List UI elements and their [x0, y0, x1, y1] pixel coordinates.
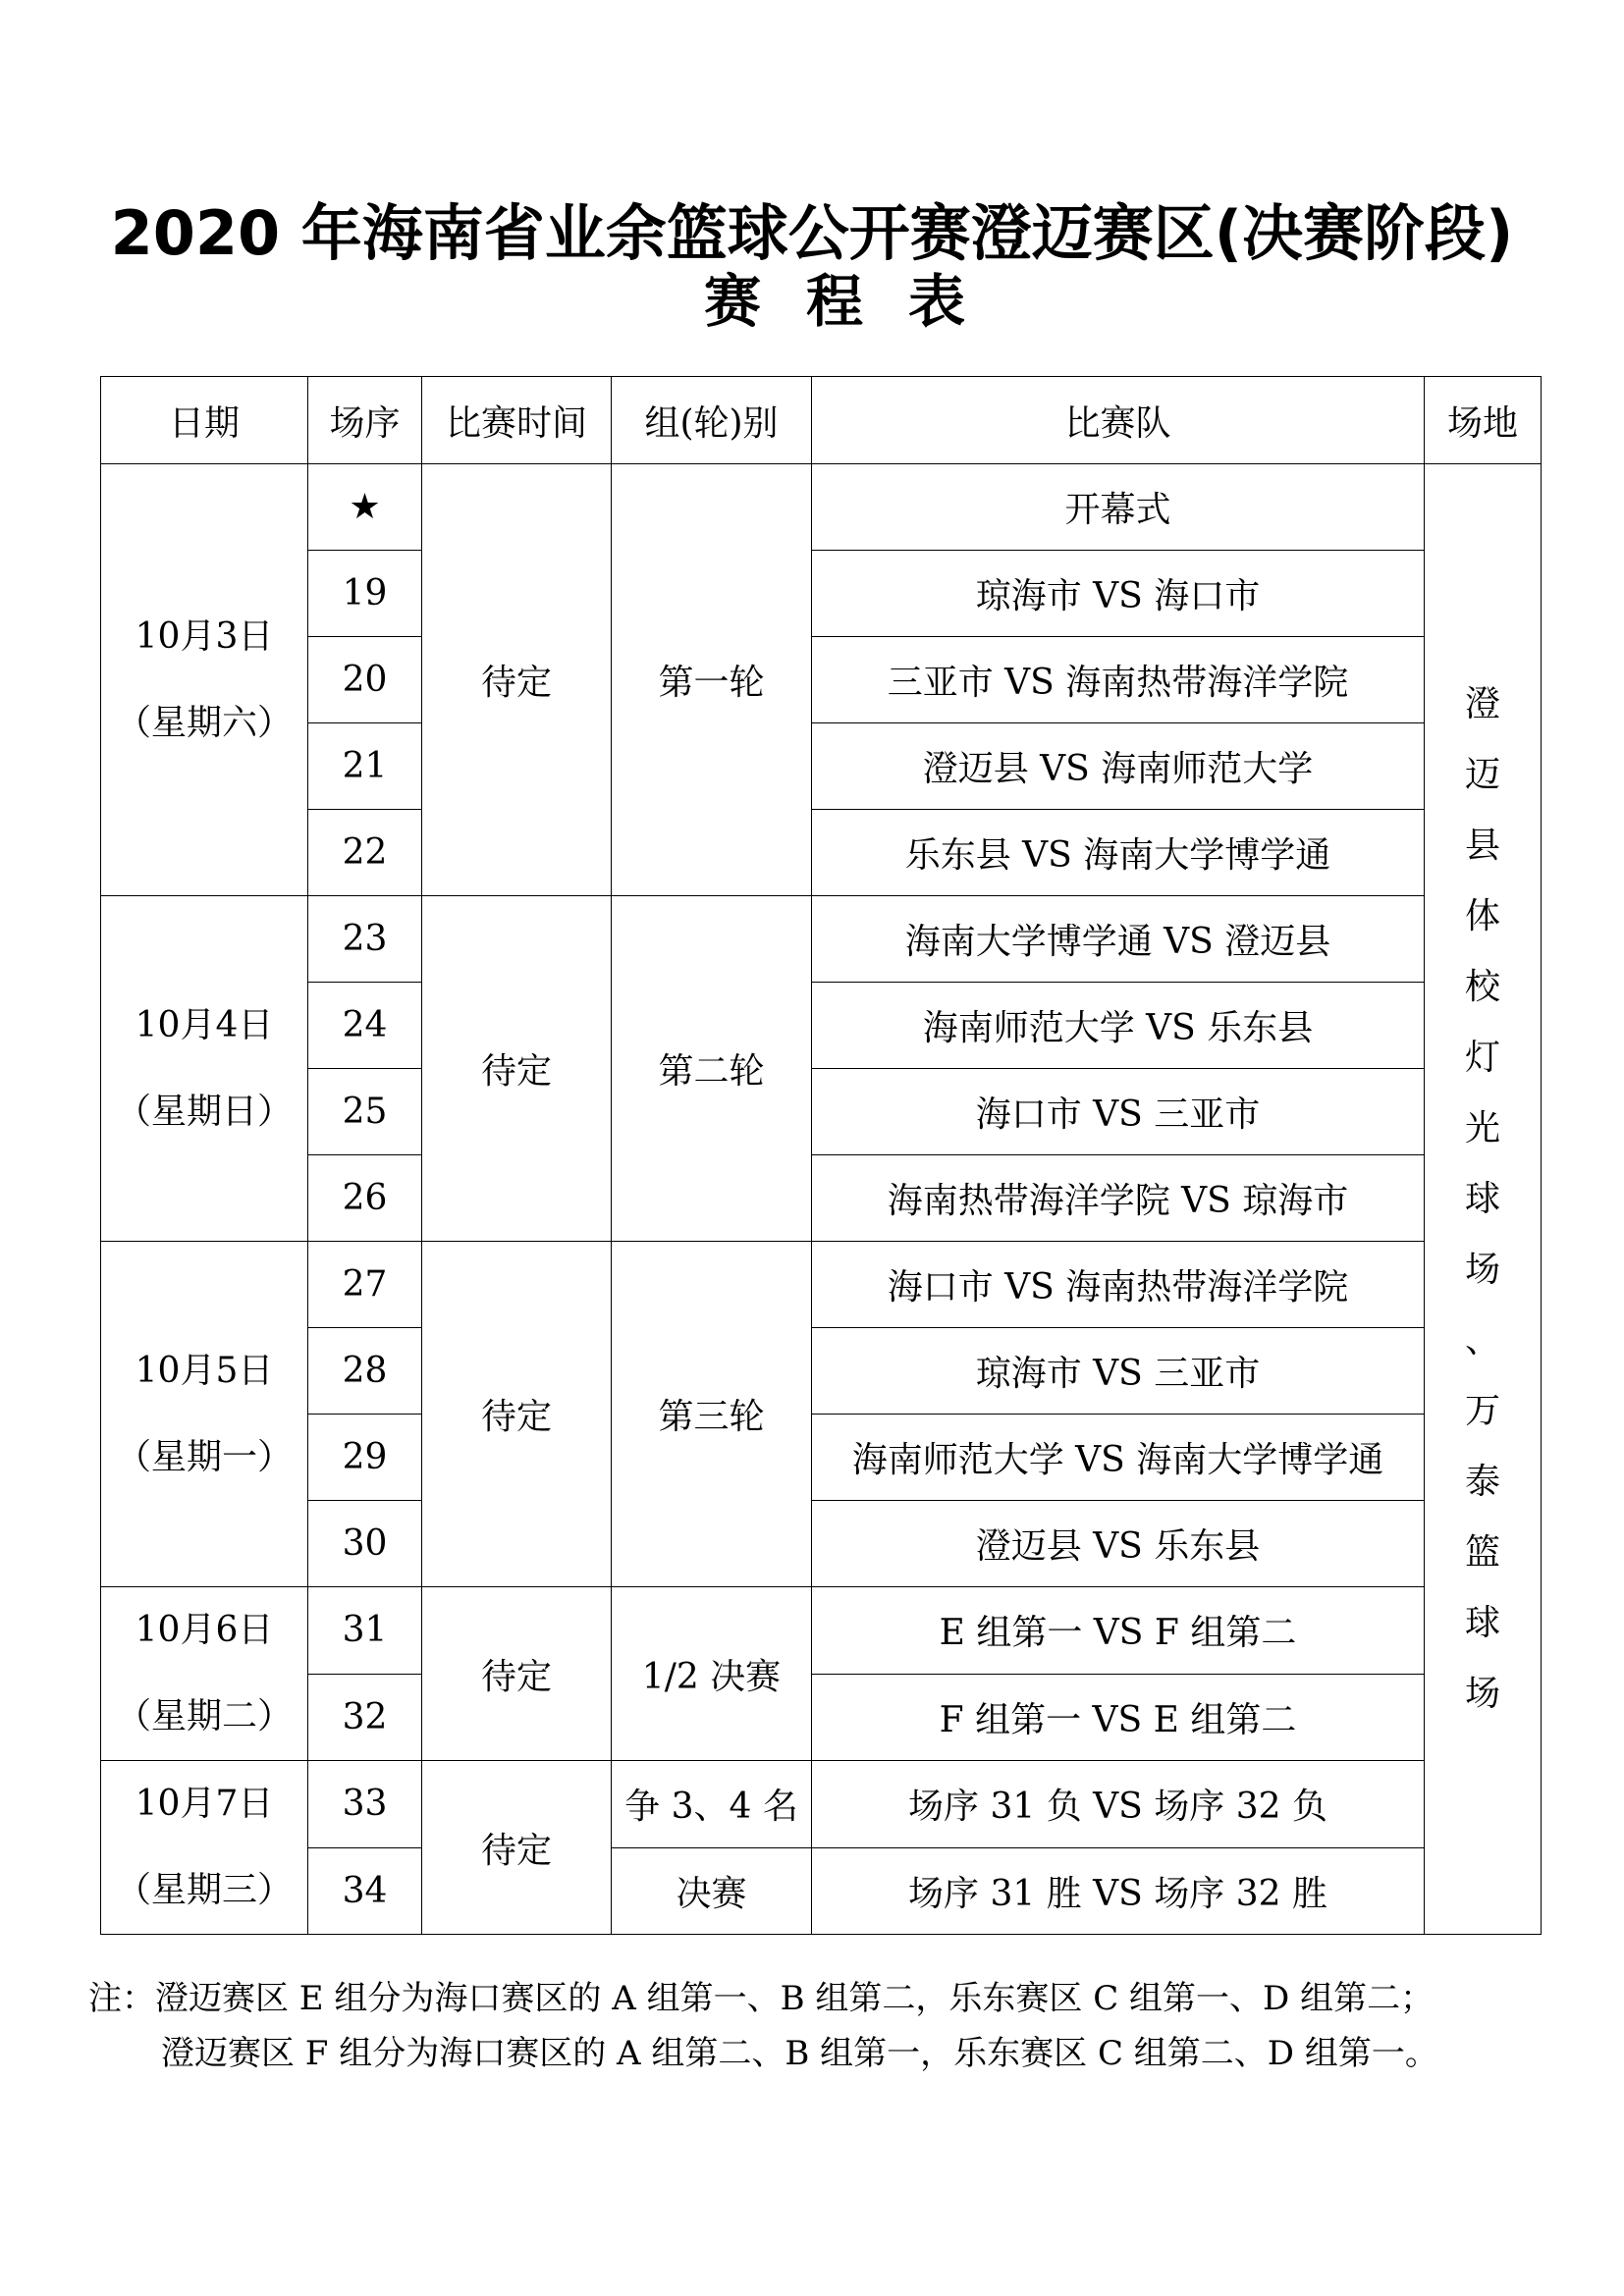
date-text: 10月3日 [135, 615, 274, 657]
venue-char: 县 [1464, 825, 1500, 866]
teams-cell: 开幕式 [812, 464, 1425, 551]
venue-char: 校 [1464, 966, 1500, 1007]
match-no-cell: 29 [308, 1415, 422, 1501]
note-line-1: 注：澄迈赛区 E 组分为海口赛区的 A 组第一、B 组第二，乐东赛区 C 组第一、D 组第二； [88, 1979, 1435, 2018]
date-cell [101, 464, 308, 896]
venue-char: 灯 [1464, 1037, 1500, 1078]
weekday-text: （星期六） [115, 702, 293, 743]
table-row [101, 1587, 1542, 1675]
date-cell [101, 1242, 308, 1587]
notes [88, 1971, 1438, 2081]
table-row [101, 1328, 1542, 1415]
table-row [101, 896, 1542, 983]
match-no-cell: 19 [308, 551, 422, 637]
venue-char: 球 [1464, 1178, 1500, 1219]
document-subtitle: 赛程表 [703, 268, 1010, 335]
date-text: 10月5日 [135, 1350, 274, 1391]
header-venue: 场地 [1425, 377, 1542, 464]
venue-char: 泰 [1464, 1461, 1500, 1502]
venue-cell [1425, 464, 1542, 1935]
weekday-text: （星期二） [115, 1696, 293, 1736]
table-row [101, 464, 1542, 551]
teams-cell: 海口市 VS 海南热带海洋学院 [812, 1242, 1425, 1328]
weekday-text: （星期三） [115, 1870, 293, 1910]
match-no-cell: 34 [308, 1847, 422, 1935]
venue-char: 、 [1464, 1319, 1500, 1361]
date-text: 10月4日 [135, 1004, 274, 1045]
time-cell: 待定 [422, 464, 612, 896]
teams-cell: 海南大学博学通 VS 澄迈县 [812, 896, 1425, 983]
date-text: 10月7日 [135, 1784, 274, 1824]
venue-char: 迈 [1464, 754, 1500, 795]
match-no-cell: ★ [308, 464, 422, 551]
group-cell: 第一轮 [612, 464, 812, 896]
group-cell: 争 3、4 名 [612, 1761, 812, 1848]
venue-char: 场 [1464, 1249, 1500, 1290]
venue-char: 体 [1464, 895, 1500, 936]
teams-cell: 海南师范大学 VS 乐东县 [812, 983, 1425, 1069]
header-match-no: 场序 [308, 377, 422, 464]
table-row [101, 1761, 1542, 1848]
header-date: 日期 [101, 377, 308, 464]
teams-cell: 场序 31 负 VS 场序 32 负 [812, 1761, 1425, 1848]
table-row [101, 1242, 1542, 1328]
group-cell: 决赛 [612, 1847, 812, 1935]
schedule-table [100, 376, 1542, 1935]
match-no-cell: 21 [308, 723, 422, 810]
match-no-cell: 32 [308, 1674, 422, 1761]
header-teams: 比赛队 [812, 377, 1425, 464]
date-cell [101, 896, 308, 1242]
match-no-cell: 33 [308, 1761, 422, 1848]
time-cell: 待定 [422, 1761, 612, 1935]
table-row [101, 1501, 1542, 1587]
venue-char: 场 [1464, 1673, 1500, 1714]
teams-cell: 海南师范大学 VS 海南大学博学通 [812, 1415, 1425, 1501]
teams-cell: E 组第一 VS F 组第二 [812, 1587, 1425, 1675]
date-cell [101, 1761, 308, 1935]
match-no-cell: 20 [308, 637, 422, 723]
group-cell: 第三轮 [612, 1242, 812, 1587]
match-no-cell: 30 [308, 1501, 422, 1587]
group-cell: 第二轮 [612, 896, 812, 1242]
table-row [101, 983, 1542, 1069]
time-cell: 待定 [422, 896, 612, 1242]
teams-cell: 琼海市 VS 三亚市 [812, 1328, 1425, 1415]
time-cell: 待定 [422, 1587, 612, 1761]
teams-cell: 海南热带海洋学院 VS 琼海市 [812, 1155, 1425, 1242]
time-cell: 待定 [422, 1242, 612, 1587]
venue-char: 球 [1464, 1602, 1500, 1643]
header-group: 组(轮)别 [612, 377, 812, 464]
teams-cell: 场序 31 胜 VS 场序 32 胜 [812, 1847, 1425, 1935]
teams-cell: 澄迈县 VS 乐东县 [812, 1501, 1425, 1587]
table-row [101, 1155, 1542, 1242]
document-title: 2020 年海南省业余篮球公开赛澄迈赛区(决赛阶段) [110, 197, 1514, 269]
venue-char: 万 [1464, 1390, 1500, 1431]
teams-cell: 三亚市 VS 海南热带海洋学院 [812, 637, 1425, 723]
teams-cell: 乐东县 VS 海南大学博学通 [812, 810, 1425, 896]
table-row [101, 1415, 1542, 1501]
match-no-cell: 28 [308, 1328, 422, 1415]
table-row [101, 637, 1542, 723]
teams-cell: 澄迈县 VS 海南师范大学 [812, 723, 1425, 810]
match-no-cell: 31 [308, 1587, 422, 1675]
header-time: 比赛时间 [422, 377, 612, 464]
teams-cell: 海口市 VS 三亚市 [812, 1069, 1425, 1155]
teams-cell: 琼海市 VS 海口市 [812, 551, 1425, 637]
match-no-cell: 27 [308, 1242, 422, 1328]
weekday-text: （星期一） [115, 1436, 293, 1477]
match-no-cell: 26 [308, 1155, 422, 1242]
table-row [101, 1847, 1542, 1935]
venue-char: 澄 [1464, 683, 1500, 724]
table-row [101, 723, 1542, 810]
header-row [101, 377, 1542, 464]
venue-char: 光 [1464, 1107, 1500, 1148]
match-no-cell: 25 [308, 1069, 422, 1155]
match-no-cell: 22 [308, 810, 422, 896]
teams-cell: F 组第一 VS E 组第二 [812, 1674, 1425, 1761]
group-cell: 1/2 决赛 [612, 1587, 812, 1761]
weekday-text: （星期日） [115, 1091, 293, 1132]
match-no-cell: 24 [308, 983, 422, 1069]
match-no-cell: 23 [308, 896, 422, 983]
venue-char: 篮 [1464, 1531, 1500, 1573]
date-cell [101, 1587, 308, 1761]
date-text: 10月6日 [135, 1610, 274, 1650]
table-row [101, 1069, 1542, 1155]
table-row [101, 810, 1542, 896]
table-row [101, 551, 1542, 637]
note-line-2: 澄迈赛区 F 组分为海口赛区的 A 组第二、B 组第一，乐东赛区 C 组第二、D 组第一。 [161, 2034, 1438, 2073]
table-row [101, 1674, 1542, 1761]
